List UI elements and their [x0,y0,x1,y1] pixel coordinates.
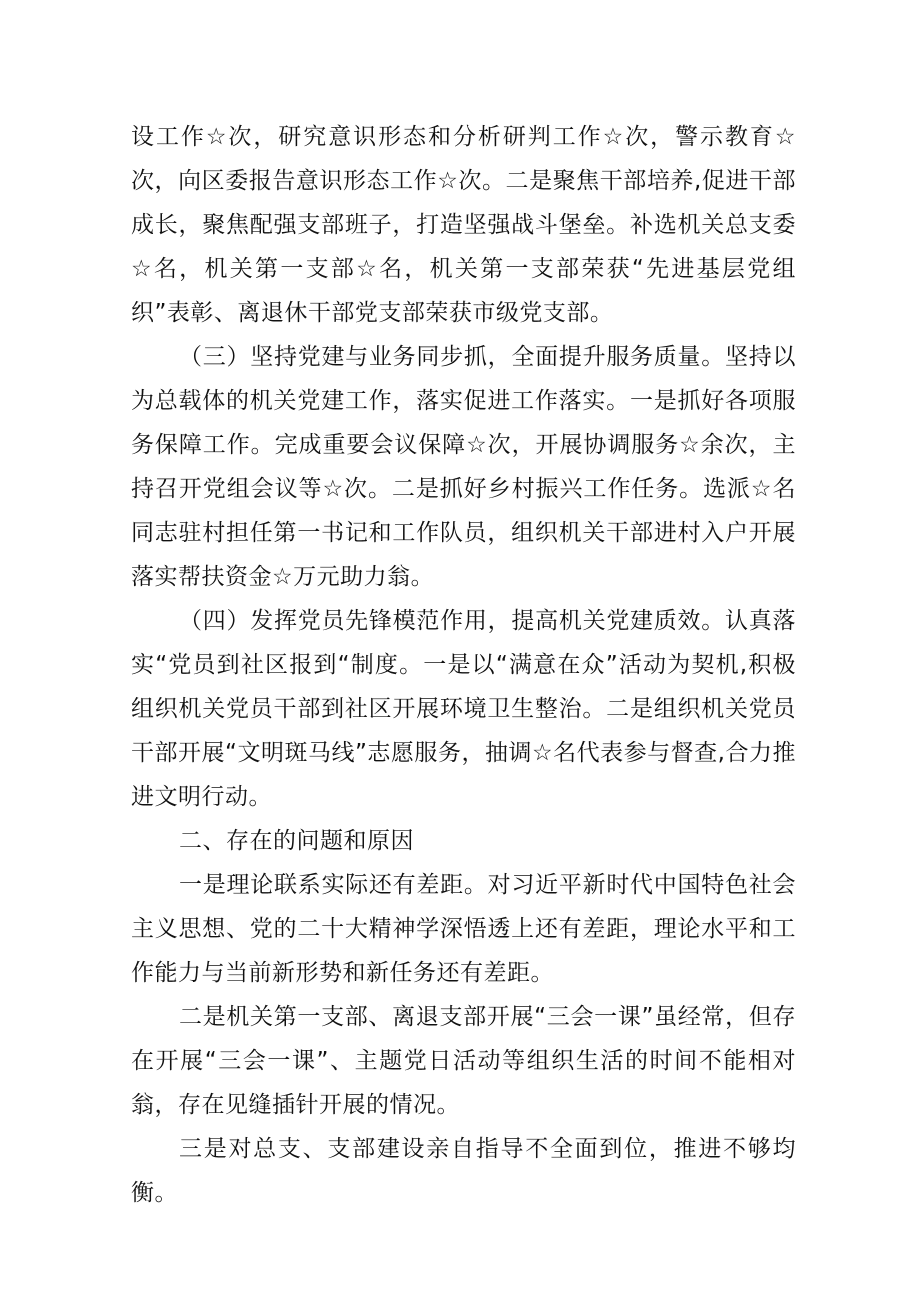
section-heading: 二、存在的问题和原因 [179,828,414,854]
paragraph-problem-one: 一是理论联系实际还有差距。对习近平新时代中国特色社会主义思想、党的二十大精神学深悟透上还有差距，理论水平和工作能力与当前新形势和新任务还有差距。 [131,872,796,986]
paragraph-problem-three: 三是对总支、支部建设亲自指导不全面到位，推进不够均衡。 [131,1136,796,1206]
paragraph-vanguard-role: （四）发挥党员先锋模范作用，提高机关党建质效。认真落实“党员到社区报到“制度。一是以“满意在众”活动为契机,积极组织机关党员干部到社区开展环境卫生整治。二是组织机关党员干部开展“文明斑马线”志愿服务，抽调☆名代表参与督查,合力推进文明行动。 [131,608,796,810]
document-body [131,115,796,1215]
paragraph-work-summary-continued: 设工作☆次，研究意识形态和分析研判工作☆次，警示教育☆次，向区委报告意识形态工作☆次。二是聚焦干部培养,促进干部成长，聚焦配强支部班子，打造坚强战斗堡垒。补选机关总支委☆名，机关第一支部☆名，机关第一支部荣获“先进基层党组织”表彰、离退休干部党支部荣获市级党支部。 [131,124,796,326]
paragraph-party-building-service: （三）坚持党建与业务同步抓，全面提升服务质量。坚持以为总载体的机关党建工作，落实促进工作落实。一是抓好各项服务保障工作。完成重要会议保障☆次，开展协调服务☆余次，主持召开党组会议等☆次。二是抓好乡村振兴工作任务。选派☆名同志驻村担任第一书记和工作队员，组织机关干部进村入户开展落实帮扶资金☆万元助力翁。 [131,344,796,590]
paragraph-problem-two: 二是机关第一支部、离退支部开展“三会一课”虽经常，但存在开展“三会一课”、主题党日活动等组织生活的时间不能相对翁，存在见缝插针开展的情况。 [131,1004,796,1118]
